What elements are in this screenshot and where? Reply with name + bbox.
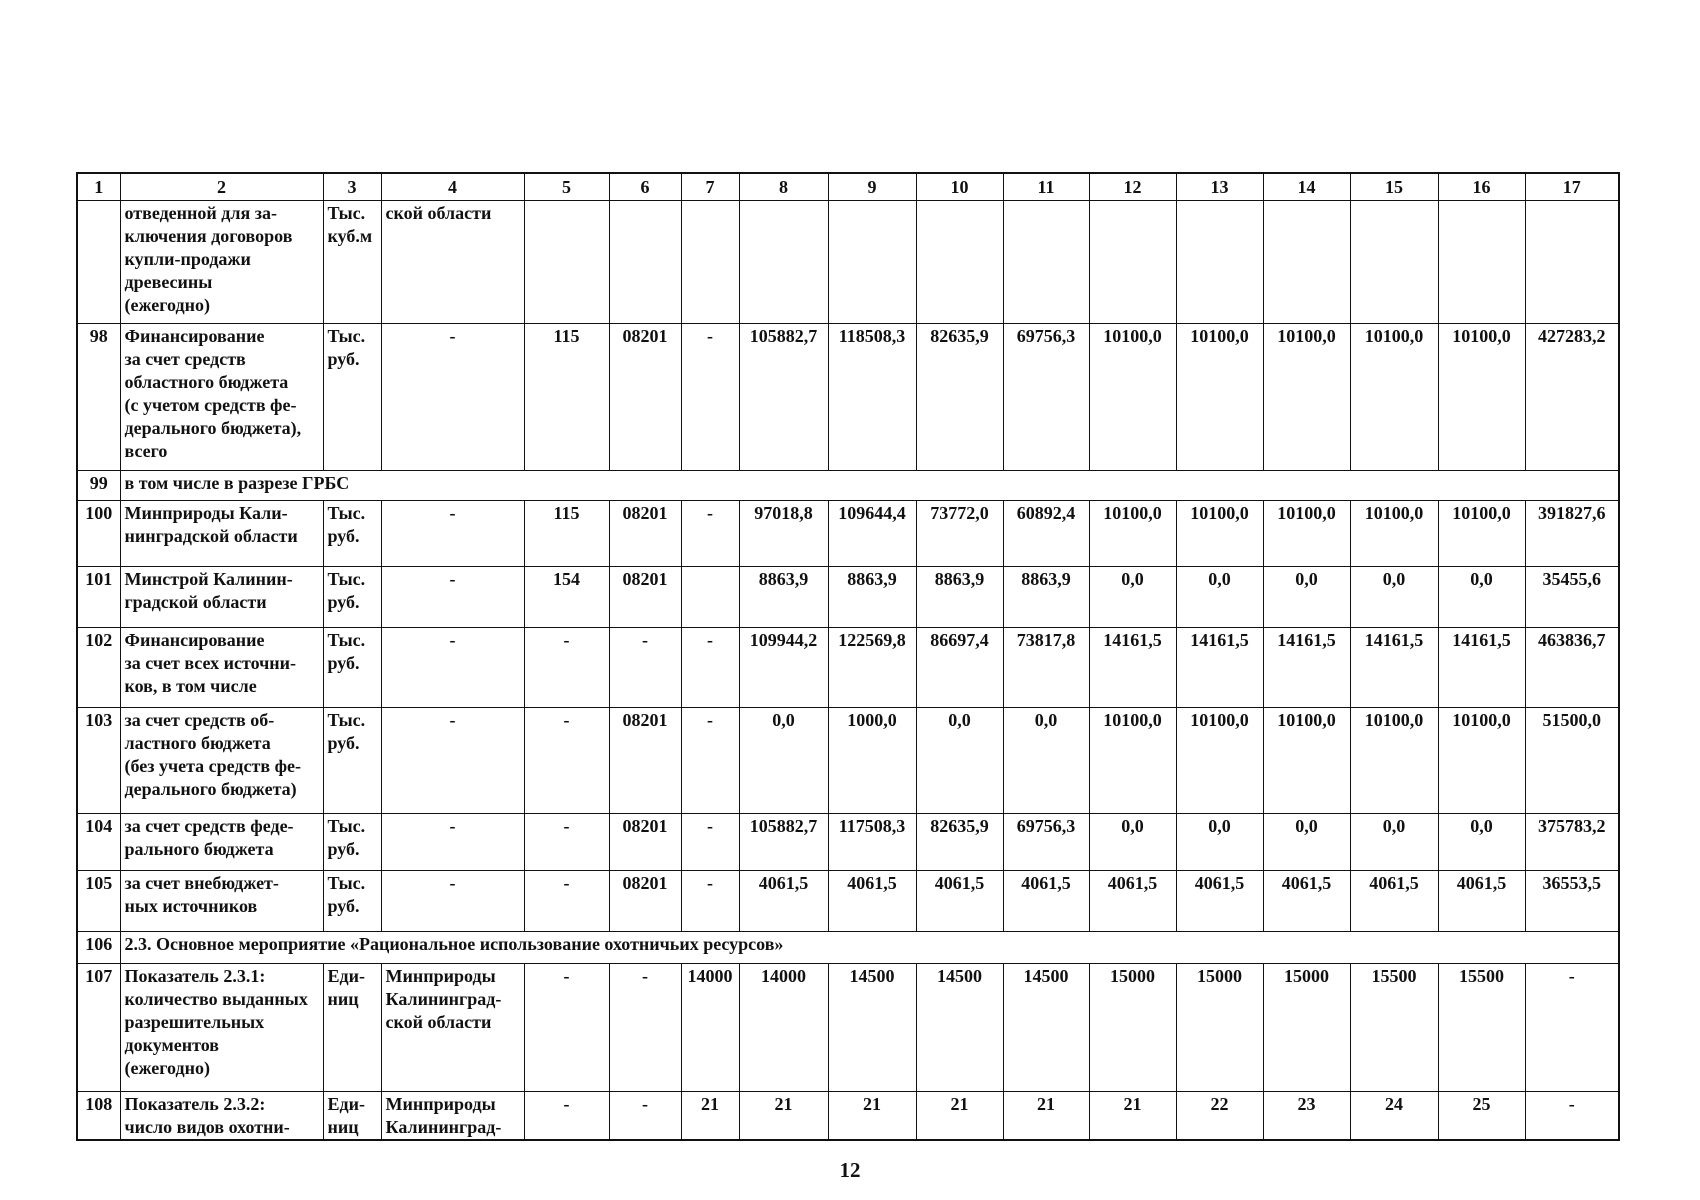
- unit-cell: Еди- ниц: [323, 1091, 381, 1140]
- value-cell: 4061,5: [739, 870, 828, 931]
- value-cell: 0,0: [1263, 813, 1350, 870]
- column-header-14: 14: [1263, 173, 1350, 200]
- value-cell: 08201: [609, 870, 681, 931]
- value-cell: 10100,0: [1176, 323, 1263, 470]
- program-table: [76, 172, 1620, 1141]
- value-cell: 427283,2: [1525, 323, 1619, 470]
- value-cell: 375783,2: [1525, 813, 1619, 870]
- value-cell: -: [1525, 1091, 1619, 1140]
- value-cell: 86697,4: [916, 627, 1003, 707]
- value-cell: 97018,8: [739, 500, 828, 566]
- value-cell: 21: [1003, 1091, 1089, 1140]
- value-cell: 105882,7: [739, 323, 828, 470]
- value-cell: -: [1525, 963, 1619, 1091]
- value-cell: 08201: [609, 707, 681, 813]
- value-cell: 10100,0: [1438, 323, 1525, 470]
- value-cell: 25: [1438, 1091, 1525, 1140]
- column-header-16: 16: [1438, 173, 1525, 200]
- table-row: [77, 627, 1619, 707]
- value-cell: -: [609, 1091, 681, 1140]
- value-cell: 1000,0: [828, 707, 916, 813]
- value-cell: 391827,6: [1525, 500, 1619, 566]
- value-cell: 21: [739, 1091, 828, 1140]
- value-cell: [1176, 200, 1263, 323]
- value-cell: -: [524, 627, 609, 707]
- value-cell: 0,0: [1003, 707, 1089, 813]
- indicator-name: Минприроды Кали- нинградской области: [120, 500, 323, 566]
- value-cell: 0,0: [916, 707, 1003, 813]
- value-cell: 82635,9: [916, 813, 1003, 870]
- value-cell: 14000: [739, 963, 828, 1091]
- column-header-5: 5: [524, 173, 609, 200]
- value-cell: 69756,3: [1003, 813, 1089, 870]
- table-row: [77, 1091, 1619, 1140]
- value-cell: 14161,5: [1263, 627, 1350, 707]
- value-cell: 109644,4: [828, 500, 916, 566]
- value-cell: 115: [524, 323, 609, 470]
- indicator-name: отведенной для за- ключения договоров купли-продажи древесины (ежегодно): [120, 200, 323, 323]
- value-cell: 10100,0: [1438, 707, 1525, 813]
- value-cell: 105882,7: [739, 813, 828, 870]
- table-row: [77, 470, 1619, 500]
- indicator-name: Финансирование за счет всех источни- ков, в том числе: [120, 627, 323, 707]
- value-cell: 8863,9: [828, 566, 916, 627]
- value-cell: 122569,8: [828, 627, 916, 707]
- row-number: 105: [77, 870, 120, 931]
- table-row: [77, 931, 1619, 963]
- value-cell: 10100,0: [1176, 500, 1263, 566]
- value-cell: 14161,5: [1350, 627, 1438, 707]
- value-cell: 10100,0: [1089, 707, 1176, 813]
- executor-cell: Минприроды Калининград- ской области: [381, 963, 524, 1091]
- value-cell: 10100,0: [1350, 500, 1438, 566]
- value-cell: 0,0: [1176, 813, 1263, 870]
- row-number: 107: [77, 963, 120, 1091]
- value-cell: -: [524, 1091, 609, 1140]
- value-cell: 14161,5: [1176, 627, 1263, 707]
- executor-cell: -: [381, 707, 524, 813]
- value-cell: 22: [1176, 1091, 1263, 1140]
- value-cell: 10100,0: [1263, 500, 1350, 566]
- value-cell: 69756,3: [1003, 323, 1089, 470]
- value-cell: 154: [524, 566, 609, 627]
- executor-cell: -: [381, 870, 524, 931]
- column-header-3: 3: [323, 173, 381, 200]
- column-header-17: 17: [1525, 173, 1619, 200]
- value-cell: 21: [681, 1091, 739, 1140]
- section-title: 2.3. Основное мероприятие «Рациональное использование охотничьих ресурсов»: [120, 931, 1619, 963]
- value-cell: 4061,5: [1438, 870, 1525, 931]
- executor-cell: -: [381, 323, 524, 470]
- value-cell: 0,0: [1089, 566, 1176, 627]
- value-cell: 08201: [609, 323, 681, 470]
- value-cell: 21: [828, 1091, 916, 1140]
- value-cell: 15000: [1176, 963, 1263, 1091]
- value-cell: -: [524, 813, 609, 870]
- value-cell: 14161,5: [1089, 627, 1176, 707]
- value-cell: 73772,0: [916, 500, 1003, 566]
- value-cell: 73817,8: [1003, 627, 1089, 707]
- value-cell: [1089, 200, 1176, 323]
- unit-cell: Тыс. куб.м: [323, 200, 381, 323]
- value-cell: 8863,9: [1003, 566, 1089, 627]
- value-cell: 4061,5: [1350, 870, 1438, 931]
- value-cell: 10100,0: [1350, 707, 1438, 813]
- value-cell: 14161,5: [1438, 627, 1525, 707]
- value-cell: [739, 200, 828, 323]
- value-cell: 21: [1089, 1091, 1176, 1140]
- value-cell: 117508,3: [828, 813, 916, 870]
- value-cell: 10100,0: [1176, 707, 1263, 813]
- unit-cell: Тыс. руб.: [323, 870, 381, 931]
- indicator-name: Финансирование за счет средств областного бюджета (с учетом средств фе- дерального бюджета), всего: [120, 323, 323, 470]
- value-cell: -: [681, 500, 739, 566]
- unit-cell: Тыс. руб.: [323, 566, 381, 627]
- value-cell: 4061,5: [1089, 870, 1176, 931]
- value-cell: 24: [1350, 1091, 1438, 1140]
- value-cell: 51500,0: [1525, 707, 1619, 813]
- column-header-4: 4: [381, 173, 524, 200]
- column-header-13: 13: [1176, 173, 1263, 200]
- executor-cell: -: [381, 566, 524, 627]
- indicator-name: за счет внебюджет- ных источников: [120, 870, 323, 931]
- indicator-name: за счет средств феде- рального бюджета: [120, 813, 323, 870]
- value-cell: -: [681, 323, 739, 470]
- table-row: [77, 870, 1619, 931]
- value-cell: 21: [916, 1091, 1003, 1140]
- value-cell: -: [609, 627, 681, 707]
- value-cell: 14500: [828, 963, 916, 1091]
- unit-cell: Тыс. руб.: [323, 500, 381, 566]
- value-cell: [1350, 200, 1438, 323]
- value-cell: 14000: [681, 963, 739, 1091]
- value-cell: 82635,9: [916, 323, 1003, 470]
- value-cell: 0,0: [1263, 566, 1350, 627]
- value-cell: -: [609, 963, 681, 1091]
- value-cell: 0,0: [1350, 813, 1438, 870]
- value-cell: -: [524, 707, 609, 813]
- page-number: 12: [839, 1158, 861, 1182]
- value-cell: [1003, 200, 1089, 323]
- column-header-15: 15: [1350, 173, 1438, 200]
- row-number: 101: [77, 566, 120, 627]
- value-cell: -: [524, 870, 609, 931]
- value-cell: [1525, 200, 1619, 323]
- value-cell: 10100,0: [1263, 323, 1350, 470]
- unit-cell: Тыс. руб.: [323, 707, 381, 813]
- value-cell: 4061,5: [1263, 870, 1350, 931]
- value-cell: [609, 200, 681, 323]
- value-cell: 463836,7: [1525, 627, 1619, 707]
- indicator-name: Показатель 2.3.1: количество выданных разрешительных документов (ежегодно): [120, 963, 323, 1091]
- value-cell: 8863,9: [916, 566, 1003, 627]
- value-cell: 10100,0: [1438, 500, 1525, 566]
- value-cell: 4061,5: [1176, 870, 1263, 931]
- value-cell: [1438, 200, 1525, 323]
- value-cell: 109944,2: [739, 627, 828, 707]
- table-body: [77, 200, 1619, 1140]
- row-number: 102: [77, 627, 120, 707]
- value-cell: 15500: [1438, 963, 1525, 1091]
- indicator-name: Показатель 2.3.2: число видов охотни-: [120, 1091, 323, 1140]
- unit-cell: Тыс. руб.: [323, 813, 381, 870]
- row-number: 103: [77, 707, 120, 813]
- value-cell: 36553,5: [1525, 870, 1619, 931]
- value-cell: -: [681, 627, 739, 707]
- table-row: [77, 813, 1619, 870]
- column-header-7: 7: [681, 173, 739, 200]
- value-cell: 14500: [916, 963, 1003, 1091]
- value-cell: 4061,5: [1003, 870, 1089, 931]
- column-header-8: 8: [739, 173, 828, 200]
- executor-cell: -: [381, 627, 524, 707]
- value-cell: 0,0: [1089, 813, 1176, 870]
- unit-cell: Еди- ниц: [323, 963, 381, 1091]
- unit-cell: Тыс. руб.: [323, 627, 381, 707]
- executor-cell: -: [381, 813, 524, 870]
- value-cell: 8863,9: [739, 566, 828, 627]
- value-cell: -: [681, 813, 739, 870]
- table-row: [77, 200, 1619, 323]
- executor-cell: -: [381, 500, 524, 566]
- value-cell: -: [524, 963, 609, 1091]
- value-cell: 60892,4: [1003, 500, 1089, 566]
- value-cell: 0,0: [739, 707, 828, 813]
- table-row: [77, 323, 1619, 470]
- value-cell: 15000: [1089, 963, 1176, 1091]
- executor-cell: Минприроды Калининград-: [381, 1091, 524, 1140]
- value-cell: 08201: [609, 566, 681, 627]
- table-row: [77, 707, 1619, 813]
- row-number: 100: [77, 500, 120, 566]
- table-row: [77, 500, 1619, 566]
- row-number: [77, 200, 120, 323]
- table-row: [77, 963, 1619, 1091]
- indicator-name: Минстрой Калинин- градской области: [120, 566, 323, 627]
- value-cell: -: [681, 707, 739, 813]
- value-cell: [681, 200, 739, 323]
- section-title: в том числе в разрезе ГРБС: [120, 470, 1619, 500]
- column-header-1: 1: [77, 173, 120, 200]
- value-cell: 08201: [609, 813, 681, 870]
- value-cell: [1263, 200, 1350, 323]
- value-cell: 23: [1263, 1091, 1350, 1140]
- value-cell: [916, 200, 1003, 323]
- value-cell: -: [681, 870, 739, 931]
- executor-cell: ской области: [381, 200, 524, 323]
- table-row: [77, 566, 1619, 627]
- value-cell: 115: [524, 500, 609, 566]
- column-header-11: 11: [1003, 173, 1089, 200]
- row-number: 104: [77, 813, 120, 870]
- value-cell: 15000: [1263, 963, 1350, 1091]
- value-cell: 118508,3: [828, 323, 916, 470]
- value-cell: 0,0: [1438, 813, 1525, 870]
- column-header-2: 2: [120, 173, 323, 200]
- value-cell: 14500: [1003, 963, 1089, 1091]
- row-number: 99: [77, 470, 120, 500]
- row-number: 108: [77, 1091, 120, 1140]
- value-cell: 10100,0: [1089, 500, 1176, 566]
- row-number: 98: [77, 323, 120, 470]
- unit-cell: Тыс. руб.: [323, 323, 381, 470]
- header-row: [77, 173, 1619, 200]
- value-cell: [681, 566, 739, 627]
- value-cell: 15500: [1350, 963, 1438, 1091]
- value-cell: 0,0: [1176, 566, 1263, 627]
- value-cell: 0,0: [1350, 566, 1438, 627]
- value-cell: 08201: [609, 500, 681, 566]
- column-header-12: 12: [1089, 173, 1176, 200]
- column-header-10: 10: [916, 173, 1003, 200]
- row-number: 106: [77, 931, 120, 963]
- column-header-6: 6: [609, 173, 681, 200]
- value-cell: 4061,5: [916, 870, 1003, 931]
- value-cell: 4061,5: [828, 870, 916, 931]
- column-header-9: 9: [828, 173, 916, 200]
- value-cell: [524, 200, 609, 323]
- value-cell: 10100,0: [1350, 323, 1438, 470]
- indicator-name: за счет средств об- ластного бюджета (без учета средств фе- дерального бюджета): [120, 707, 323, 813]
- table-header: [77, 173, 1619, 200]
- value-cell: 35455,6: [1525, 566, 1619, 627]
- value-cell: 10100,0: [1263, 707, 1350, 813]
- value-cell: 0,0: [1438, 566, 1525, 627]
- value-cell: [828, 200, 916, 323]
- value-cell: 10100,0: [1089, 323, 1176, 470]
